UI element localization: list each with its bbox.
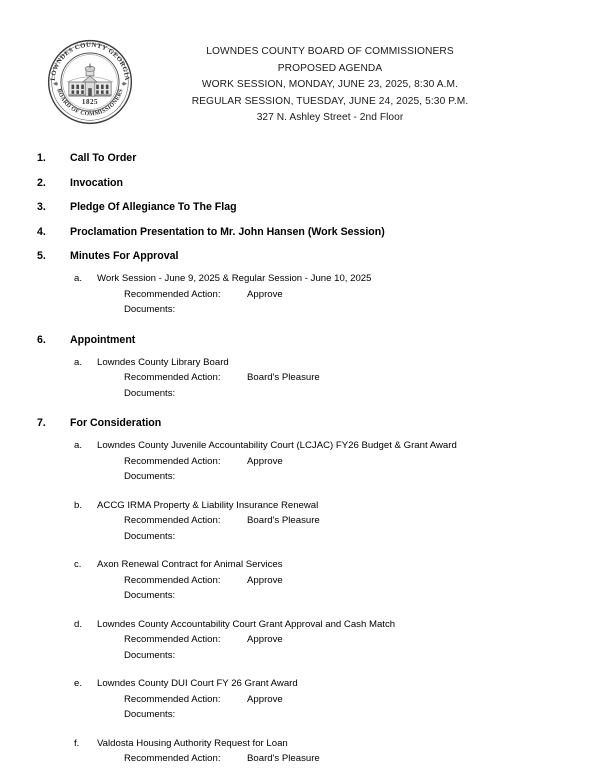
- agenda-item-number: 5.: [37, 250, 46, 262]
- subitem-action-value: Approve: [247, 693, 283, 705]
- agenda-subitem-list: [0, 438, 600, 767]
- agenda-subitem: [0, 498, 600, 545]
- subitem-letter: b.: [74, 499, 83, 511]
- agenda-subitem-list: [0, 271, 600, 318]
- agenda-item-label: Invocation: [70, 176, 123, 189]
- subitem-documents-label: Documents:: [124, 304, 176, 315]
- subitem-action-value: Approve: [247, 455, 283, 467]
- header-title-block: [150, 44, 510, 127]
- agenda-item-label: Pledge Of Allegiance To The Flag: [70, 201, 237, 213]
- agenda-item: [0, 150, 600, 166]
- subitem-title: Lowndes County Juvenile Accountability Court (LCJAC) FY26 Budget & Grant Award: [97, 440, 457, 451]
- subitem-letter: c.: [74, 559, 82, 570]
- agenda-item: [0, 199, 600, 215]
- agenda-item: [0, 332, 600, 402]
- subitem-title: Lowndes County Accountability Court Grant Approval and Cash Match: [97, 618, 396, 630]
- header-line-regular-session: REGULAR SESSION, TUESDAY, JUNE 24, 2025, 5:30 P.M.: [191, 95, 469, 107]
- agenda-subitem: [0, 676, 600, 723]
- header-line-address: 327 N. Ashley Street - 2nd Floor: [256, 112, 404, 123]
- subitem-action-label: Recommended Action:: [124, 693, 221, 705]
- agenda-item-number: 1.: [37, 152, 46, 164]
- svg-text:BOARD OF COMMISSIONERS: BOARD OF COMMISSIONERS: [55, 88, 125, 118]
- header-line-organization: LOWNDES COUNTY BOARD OF COMMISSIONERS: [206, 46, 454, 57]
- subitem-action-label: Recommended Action:: [124, 574, 221, 586]
- subitem-action-value: Approve: [247, 288, 283, 300]
- agenda-item: [0, 248, 600, 318]
- agenda-item: [0, 224, 600, 240]
- subitem-action-value: Board's Pleasure: [247, 753, 320, 764]
- subitem-documents-label: Documents:: [124, 530, 176, 542]
- agenda-item-label: Minutes For Approval: [70, 250, 179, 262]
- subitem-documents-label: Documents:: [124, 649, 176, 661]
- agenda-subitem: [0, 355, 600, 402]
- subitem-action-label: Recommended Action:: [124, 515, 221, 526]
- subitem-action-value: Board's Pleasure: [247, 372, 320, 383]
- subitem-action-value: Board's Pleasure: [247, 515, 320, 526]
- agenda-subitem: [0, 271, 600, 318]
- agenda-item: [0, 175, 600, 191]
- subitem-title: Work Session - June 9, 2025 & Regular Session - June 10, 2025: [97, 273, 372, 284]
- svg-text:LOWNDES COUNTY GEORGIA: LOWNDES COUNTY GEORGIA: [49, 41, 131, 82]
- subitem-action-label: Recommended Action:: [124, 753, 221, 764]
- agenda-subitem: [0, 617, 600, 664]
- county-seal-icon: [46, 38, 134, 126]
- subitem-action-label: Recommended Action:: [124, 634, 221, 645]
- subitem-title: ACCG IRMA Property & Liability Insurance Renewal: [97, 499, 319, 511]
- subitem-documents-label: Documents:: [124, 709, 176, 720]
- agenda-subitem: [0, 736, 600, 767]
- subitem-letter: a.: [74, 440, 83, 451]
- agenda-item-number: 6.: [37, 333, 46, 346]
- subitem-letter: f.: [74, 737, 80, 749]
- subitem-action-label: Recommended Action:: [124, 372, 221, 383]
- subitem-letter: d.: [74, 618, 83, 630]
- agenda-subitem: [0, 438, 600, 485]
- header-line-doctype: PROPOSED AGENDA: [277, 62, 383, 74]
- agenda-subitem-list: [0, 355, 600, 402]
- subitem-documents-label: Documents:: [124, 590, 176, 601]
- subitem-documents-label: Documents:: [124, 387, 176, 399]
- agenda-item-number: 4.: [37, 225, 46, 238]
- agenda-item-label: Proclamation Presentation to Mr. John Hansen (Work Session): [70, 225, 385, 238]
- subitem-letter: a.: [74, 273, 83, 284]
- subitem-title: Axon Renewal Contract for Animal Services: [97, 559, 283, 570]
- agenda-item-number: 3.: [37, 201, 46, 213]
- subitem-documents-label: Documents:: [124, 471, 176, 482]
- subitem-action-label: Recommended Action:: [124, 288, 221, 300]
- agenda-subitem: [0, 557, 600, 604]
- subitem-action-label: Recommended Action:: [124, 455, 221, 467]
- header-line-work-session: WORK SESSION, MONDAY, JUNE 23, 2025, 8:30 A.M.: [201, 79, 459, 90]
- subitem-action-value: Approve: [247, 634, 283, 645]
- svg-text:1825: 1825: [81, 98, 99, 106]
- agenda-item-label: Call To Order: [70, 152, 137, 164]
- subitem-letter: a.: [74, 356, 83, 368]
- subitem-letter: e.: [74, 678, 83, 689]
- subitem-title: Lowndes County DUI Court FY 26 Grant Award: [97, 678, 298, 689]
- agenda-item: [0, 415, 600, 767]
- agenda-list: [0, 150, 600, 775]
- agenda-item-label: Appointment: [70, 333, 136, 346]
- subitem-action-value: Approve: [247, 574, 283, 586]
- agenda-item-label: For Consideration: [70, 417, 162, 429]
- document-header: [0, 34, 600, 134]
- agenda-item-number: 2.: [37, 176, 46, 189]
- agenda-item-number: 7.: [37, 417, 46, 429]
- subitem-title: Lowndes County Library Board: [97, 356, 229, 368]
- subitem-title: Valdosta Housing Authority Request for Loan: [97, 737, 288, 749]
